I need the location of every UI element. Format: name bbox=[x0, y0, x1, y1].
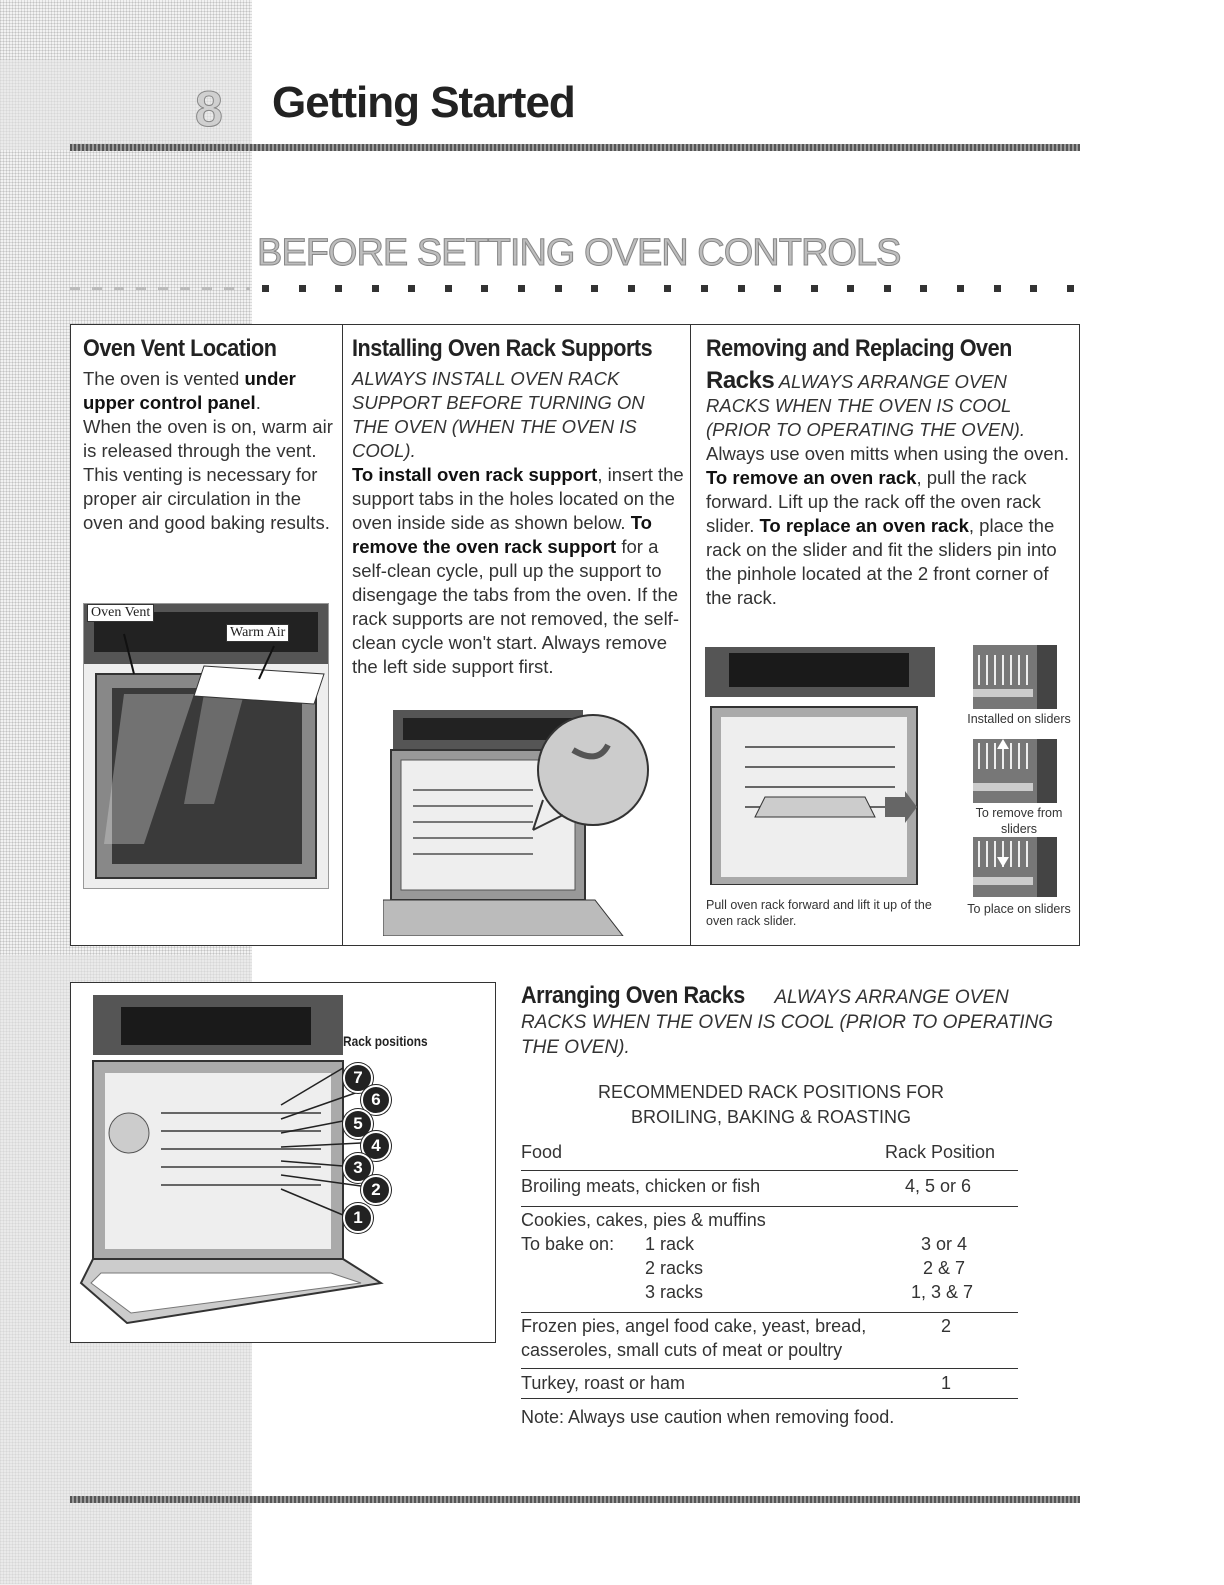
divider-dots bbox=[262, 285, 1074, 292]
caption-remove: To remove from sliders bbox=[975, 806, 1063, 836]
removing-text bbox=[706, 369, 1072, 610]
removing-heading-2: Racks bbox=[706, 367, 775, 394]
rack-positions-label: Rack positions bbox=[343, 1033, 428, 1049]
table-row-3-pos: 2 bbox=[941, 1316, 952, 1336]
rack-badge-5: 5 bbox=[343, 1109, 373, 1139]
table-rule bbox=[521, 1398, 1018, 1399]
vent-text-2: When the oven is on, warm air is released through the vent. This venting is necessary for proper air circulation in the oven and good baking results. bbox=[83, 416, 333, 533]
arranging-warning-3: THE OVEN). bbox=[521, 1037, 630, 1058]
supports-text bbox=[352, 367, 684, 679]
table-row-4-food: Turkey, roast or ham bbox=[521, 1373, 686, 1393]
slider-oven-illustration bbox=[705, 647, 935, 885]
table-row-1-pos: 4, 5 or 6 bbox=[905, 1176, 972, 1196]
table-row-2b-label: 2 racks bbox=[645, 1258, 704, 1278]
arranging-section bbox=[521, 982, 1081, 1060]
rack-positions-drawing bbox=[71, 983, 495, 1342]
arranging-heading: Arranging Oven Racks bbox=[521, 982, 745, 1009]
supports-heading: Installing Oven Rack Supports bbox=[352, 335, 653, 362]
slider-installed-image bbox=[973, 645, 1057, 709]
slider-oven-drawing bbox=[705, 647, 935, 885]
table-row-2a-label: 1 rack bbox=[645, 1234, 695, 1254]
table-note: Note: Always use caution when removing food. bbox=[521, 1407, 895, 1427]
rack-badge-6: 6 bbox=[361, 1085, 391, 1115]
table-title-2: BROILING, BAKING & ROASTING bbox=[630, 1107, 912, 1127]
oven-vent-drawing bbox=[84, 604, 328, 888]
column-header-food: Food bbox=[521, 1142, 563, 1162]
slider-remove-image bbox=[973, 739, 1057, 803]
table-row-3-food-1: Frozen pies, angel food cake, yeast, bread, bbox=[521, 1316, 867, 1336]
page-title: Getting Started bbox=[272, 78, 575, 127]
vent-text-c: . bbox=[255, 392, 261, 413]
vent-column bbox=[71, 325, 342, 945]
vent-text-b: under upper control panel bbox=[83, 368, 296, 413]
table-row-2c-label: 3 racks bbox=[645, 1282, 704, 1302]
rack-badge-2: 2 bbox=[361, 1175, 391, 1205]
rack-badge-4: 4 bbox=[361, 1131, 391, 1161]
table-row-1-food: Broiling meats, chicken or fish bbox=[521, 1176, 761, 1196]
footer-rule bbox=[70, 1496, 1080, 1503]
arranging-warning-1: ALWAYS ARRANGE OVEN bbox=[769, 987, 1009, 1008]
removing-replace-lead: To replace an oven rack bbox=[759, 515, 969, 536]
caption-place: To place on sliders bbox=[967, 902, 1071, 916]
vent-text-a: The oven is vented bbox=[83, 368, 245, 389]
supports-install-text: , insert the support tabs in the holes located on the oven inside side as shown below. bbox=[352, 464, 684, 533]
removing-warning: ALWAYS ARRANGE OVEN RACKS WHEN THE OVEN IS COOL (PRIOR TO OPERATING THE OVEN). bbox=[706, 371, 1025, 440]
supports-install-lead: To install oven rack support bbox=[352, 464, 598, 485]
table-row-2-food: Cookies, cakes, pies & muffins bbox=[521, 1210, 766, 1230]
table-title-1: RECOMMENDED RACK POSITIONS FOR bbox=[597, 1082, 945, 1102]
rack-positions-table bbox=[521, 1082, 1021, 1432]
rack-positions-panel bbox=[70, 982, 496, 1343]
section-title: BEFORE SETTING OVEN CONTROLS bbox=[257, 232, 901, 274]
table-row-2b-pos: 2 & 7 bbox=[923, 1258, 966, 1278]
table-rule bbox=[521, 1206, 1018, 1207]
table-rule bbox=[521, 1368, 1018, 1369]
supports-warning: ALWAYS INSTALL OVEN RACK SUPPORT BEFORE TURNING ON THE OVEN (WHEN THE OVEN IS COOL). bbox=[352, 368, 645, 461]
page-number: 8 bbox=[195, 81, 223, 137]
supports-column bbox=[342, 325, 691, 945]
slider-place-image bbox=[973, 837, 1057, 897]
warm-air-label: Warm Air bbox=[226, 624, 289, 642]
arranging-heading-line bbox=[521, 982, 1081, 1010]
rack-badge-7: 7 bbox=[343, 1063, 373, 1093]
table-rule bbox=[521, 1312, 1018, 1313]
supports-remove-lead: To remove the oven rack support bbox=[352, 512, 652, 557]
vent-text bbox=[83, 367, 335, 535]
removing-replace-text: , place the rack on the slider and fit the sliders pin into the pinhole located at the 2 front corner of the rack. bbox=[706, 515, 1057, 608]
info-panel bbox=[70, 324, 1080, 946]
caption-installed: Installed on sliders bbox=[967, 712, 1071, 726]
divider-dots-left bbox=[70, 287, 250, 290]
table-row-2c-pos: 1, 3 & 7 bbox=[911, 1282, 974, 1302]
removing-heading-1: Removing and Replacing Oven bbox=[706, 335, 1012, 362]
table-row-2-bake: To bake on: bbox=[521, 1234, 615, 1254]
removing-remove-lead: To remove an oven rack bbox=[706, 467, 917, 488]
oven-vent-label: Oven Vent bbox=[87, 604, 154, 622]
arranging-warning-2: RACKS WHEN THE OVEN IS COOL (PRIOR TO OPERATING bbox=[521, 1012, 1054, 1033]
vent-heading: Oven Vent Location bbox=[83, 335, 277, 362]
supports-remove-text: for a self-clean cycle, pull up the support to disengage the tabs from the oven. If the rack supports are not removed, the self-clean cycle won't start. Always remove the left side support first. bbox=[352, 536, 679, 677]
table-row-2a-pos: 3 or 4 bbox=[921, 1234, 968, 1254]
table-rule bbox=[521, 1170, 1018, 1171]
rack-badge-1: 1 bbox=[343, 1203, 373, 1233]
oven-vent-illustration bbox=[83, 603, 329, 889]
table-row-4-pos: 1 bbox=[941, 1373, 952, 1393]
removing-mitts: Always use oven mitts when using the oven. bbox=[706, 443, 1069, 464]
removing-column bbox=[690, 325, 1079, 945]
removing-remove-text: , pull the rack forward. Lift up the rack off the oven rack slider. bbox=[706, 467, 1041, 536]
rack-support-illustration bbox=[383, 710, 653, 936]
caption-pull: Pull oven rack forward and lift it up of the oven rack slider. bbox=[706, 898, 932, 928]
column-header-position: Rack Position bbox=[885, 1142, 996, 1162]
rack-badge-3: 3 bbox=[343, 1153, 373, 1183]
header-rule bbox=[70, 144, 1080, 151]
rack-support-drawing bbox=[383, 710, 653, 936]
table-row-3-food-2: casseroles, small cuts of meat or poultry bbox=[521, 1340, 843, 1360]
